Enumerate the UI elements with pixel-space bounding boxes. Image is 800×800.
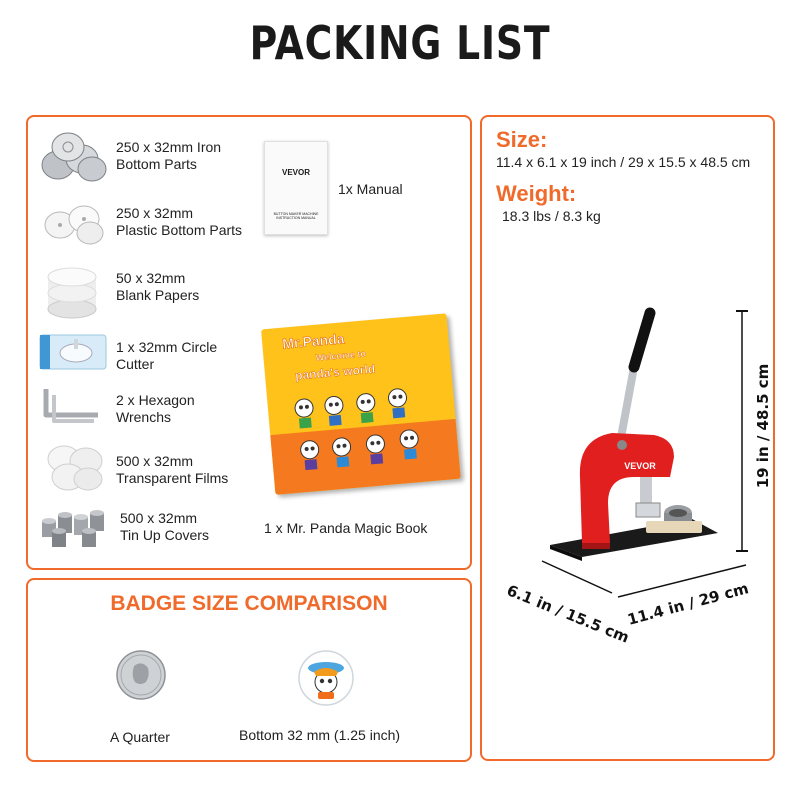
size-heading: Size: (496, 127, 548, 152)
iron-bottom-parts-image (38, 129, 108, 183)
weight-value: 18.3 lbs / 8.3 kg (502, 208, 601, 224)
book-cover-line2: panda's world (294, 361, 376, 383)
manual-label: 1x Manual (338, 181, 403, 197)
manual-subtitle: BUTTON MAKER MACHINE INSTRUCTION MANUAL (273, 212, 319, 220)
packing-items-panel (26, 115, 472, 570)
transparent-films-image (42, 439, 106, 493)
blank-papers-image (42, 263, 102, 321)
page-title: PACKING LIST (249, 16, 551, 70)
magic-book-image (257, 311, 467, 499)
badge-size-label: Bottom 32 mm (1.25 inch) (239, 727, 401, 743)
item-label-circle-cutter: 1 x 32mm Circle Cutter (116, 339, 218, 372)
hexagon-wrenches-image (40, 385, 104, 427)
button-maker-machine-image (542, 307, 722, 577)
badge-comparison-panel (26, 578, 472, 762)
comparison-heading: BADGE SIZE COMPARISON (110, 592, 388, 615)
quarter-coin-image (116, 650, 166, 700)
height-dimension-line (736, 307, 748, 557)
item-label-hexagon-wrenches: 2 x Hexagon Wrenchs (116, 392, 195, 425)
book-cover-line1: Welcome to (315, 348, 367, 363)
machine-brand: VEVOR (624, 461, 656, 471)
panda-characters-illustration (285, 381, 442, 484)
width-dimension-label: 11.4 in / 29 cm (625, 579, 751, 629)
badge-sample-image (298, 650, 354, 706)
machine-spec-panel (480, 115, 775, 761)
item-label-tin-up-covers: 500 x 32mm Tin Up Covers (120, 510, 209, 543)
circle-cutter-image (38, 331, 108, 373)
manual-brand: VEVOR (281, 168, 310, 177)
weight-heading: Weight: (496, 181, 577, 206)
item-label-blank-papers: 50 x 32mm Blank Papers (116, 270, 200, 303)
depth-dimension-label: 6.1 in / 15.5 cm (504, 581, 632, 647)
quarter-label: A Quarter (110, 729, 170, 745)
item-label-plastic-bottom-parts: 250 x 32mm Plastic Bottom Parts (116, 205, 243, 238)
manual-image (264, 141, 328, 235)
item-label-iron-bottom-parts: 250 x 32mm Iron Bottom Parts (116, 139, 222, 172)
size-value: 11.4 x 6.1 x 19 inch / 29 x 15.5 x 48.5 cm (496, 154, 751, 170)
item-label-transparent-films: 500 x 32mm Transparent Films (116, 453, 229, 486)
tin-up-covers-image (38, 507, 112, 551)
plastic-bottom-parts-image (40, 195, 108, 245)
depth-dimension-line (538, 557, 618, 597)
book-cover-title: Mr.Panda (281, 330, 346, 352)
magic-book-label: 1 x Mr. Panda Magic Book (264, 520, 428, 536)
height-dimension-label: 19 in / 48.5 cm (754, 363, 772, 489)
